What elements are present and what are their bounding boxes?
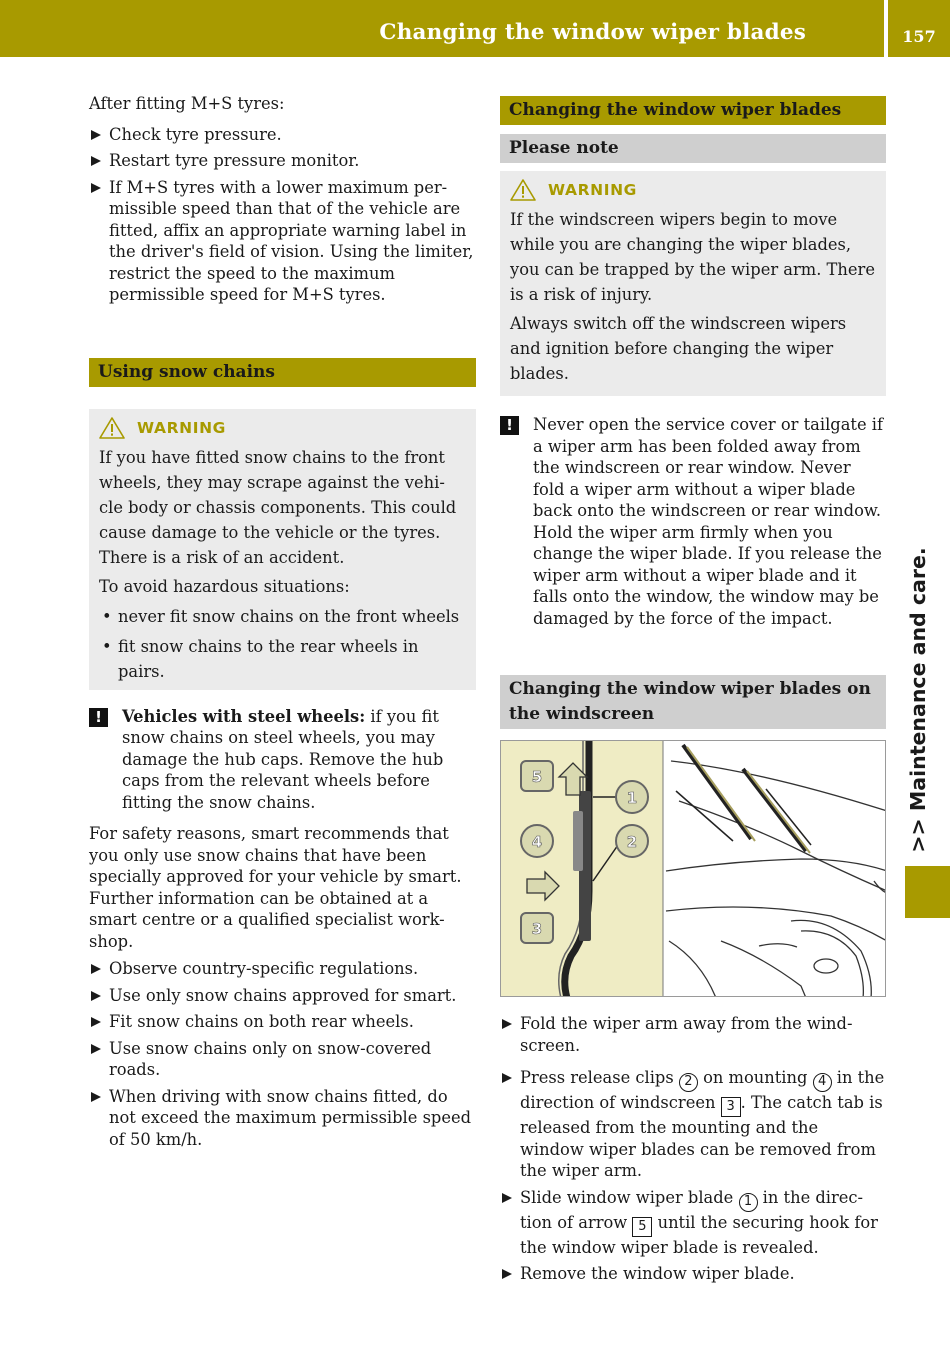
section-heading-wiper-blades: Changing the window wiper blades [500,96,886,125]
right-column [500,96,886,1285]
please-note-heading: Please note [500,134,886,163]
warning-box [89,409,476,690]
svg-text:1: 1 [626,789,638,807]
note-bold-text: Vehicles with steel wheels: [122,706,366,726]
header-bar [0,0,884,57]
safety-paragraph: For safety reasons, smart recommends that you only use snow chains that have been specially approved for your vehicle by smart. Further information can be obtained at a smart centre or a qualified specialist work-shop. [89,824,462,951]
wiper-figure [500,740,886,997]
warning-title [99,417,466,439]
ref-circle-4: 4 [813,1073,832,1092]
list-item: • fit snow chains to the rear wheels in pairs. [99,634,466,684]
side-tab-marker [905,866,950,918]
side-tab[interactable] [898,545,938,855]
figure-label-4 [521,825,553,857]
ref-square-3: 3 [721,1097,741,1117]
note-text: Never open the service cover or tailgate if a wiper arm has been folded away from the windscreen or rear window. Never fold a wiper arm without a wiper blade back onto the windscreen or rear window. Hold the wiper arm firmly when you change the wiper blade. If you release the wiper arm without a wiper blade and it falls onto the window, the window may be damaged by the force of the impact. [533,415,883,628]
page-number: 157 [888,0,950,57]
section-heading-snow-chains: Using snow chains [89,358,476,387]
wiper-illustration [501,741,886,997]
warning-avoid-text: To avoid hazardous situations: [99,576,350,596]
ref-square-5: 5 [632,1217,652,1237]
exclamation-icon: ! [500,416,519,435]
list-item: Check tyre pressure. [89,124,476,146]
warning-text: If you have fitted snow chains to the front wheels, they may scrape against the vehi-cle body or chassis components. This could cause damage to the vehicle or the tyres. There is a risk of an accident. [99,447,457,567]
left-column [89,93,476,1150]
list-item: If M+S tyres with a lower maximum per-missible speed than that of the vehicle are fitted, affix an appropriate warning label in the driver's field of vision. Using the limiter, restrict the speed to the maximum permissible speed for M+S tyres. [89,177,476,306]
exclamation-icon: ! [89,708,108,727]
ref-circle-2: 2 [679,1073,698,1092]
list-item: Restart tyre pressure monitor. [89,150,476,172]
svg-text:4: 4 [531,833,543,851]
sub-heading-windscreen: Changing the window wiper blades on the windscreen [500,675,886,729]
warning-title [510,179,876,201]
step-item: Fold the wiper arm away from the wind-screen. [500,1013,886,1056]
list-item: Observe country-specific regulations. [89,958,476,980]
figure-label-3 [521,913,553,943]
list-item: Use snow chains only on snow-covered roads. [89,1038,476,1081]
warning-text: If the windscreen wipers begin to move while you are changing the wiper blades, you can be trapped by the wiper arm. There is a risk of injury. [510,210,875,304]
figure-label-5 [521,761,553,791]
step-item: Press release clips 2 on mounting 4 in the direction of windscreen 3 . The catch tab is released from the mounting and the window wiper blades can be removed from the wiper arm. [500,1067,886,1182]
note-text: if you fit snow chains on steel wheels, you may damage the hub caps. Remove the hub caps from the relevant wheels before fitting the snow chains. [122,706,444,812]
warning-label: WARNING [137,418,226,437]
list-item: Fit snow chains on both rear wheels. [89,1011,476,1033]
page-title: Changing the window wiper blades [379,20,806,45]
step-item: Slide window wiper blade 1 in the direc-tion of arrow 5 until the securing hook for the window wiper blade is revealed. [500,1187,886,1259]
warning-text-2: Always switch off the windscreen wipers and ignition before changing the wiper blades. [510,314,847,383]
warning-icon [99,417,125,439]
step-item: Remove the window wiper blade. [500,1263,886,1285]
figure-label-2 [616,825,648,857]
side-tab-label: >> Maintenance and care. [906,547,930,853]
svg-text:2: 2 [626,833,638,851]
note-service-cover [500,414,886,629]
svg-text:5: 5 [531,768,543,786]
warning-label: WARNING [548,181,637,199]
warning-icon [510,179,536,201]
list-item: Use only snow chains approved for smart. [89,985,476,1007]
figure-label-1 [616,781,648,813]
note-steel-wheels [89,706,476,814]
list-item: When driving with snow chains fitted, do not exceed the maximum permissible speed of 50 km/h. [89,1086,476,1151]
svg-text:3: 3 [531,920,543,938]
list-item: • never fit snow chains on the front wheels [99,604,466,629]
warning-box [500,171,886,396]
ref-circle-1: 1 [739,1193,758,1212]
intro-text: After fitting M+S tyres: [89,94,285,113]
